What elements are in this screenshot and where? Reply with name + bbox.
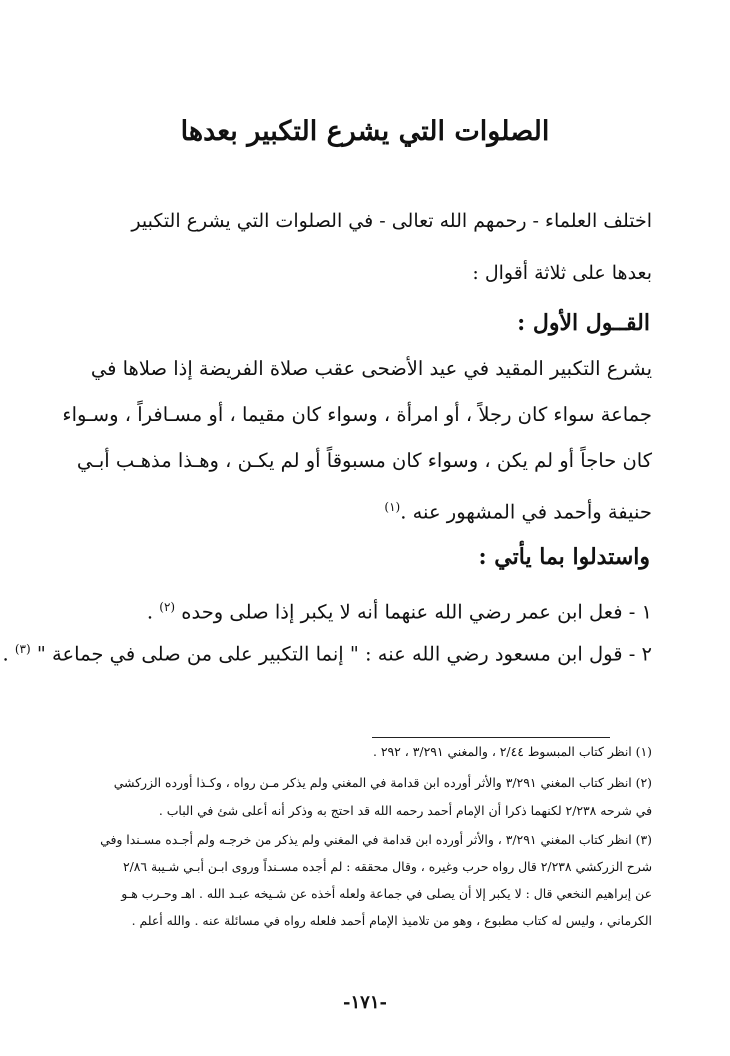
intro-line-1: اختلف العلماء - رحمهم الله تعالى - في الصلوات التي يشرع التكبير [131,210,652,232]
footnote-divider [372,737,610,738]
evidence-item-end: . [2,642,15,666]
page-number: -١٧١- [343,992,387,1013]
intro-line-2: بعدها على ثلاثة أقوال : [472,262,652,284]
first-opinion-heading: القــول الأول : [517,310,650,336]
footnotes [72,742,652,962]
evidence-heading: واستدلوا بما يأتي : [478,544,650,570]
paragraph-line: كان حاجاً أو لم يكن ، وسواء كان مسبوقاً أو لم يكـن ، وهـذا مذهـب أبـي [76,449,652,472]
footnote-line: (١) انظر كتاب المبسوط ٢/٤٤ ، والمغني ٣/٢٩١ ، ٢٩٢ . [372,744,652,759]
evidence-item-text: ٢ - قول ابن مسعود رضي الله عنه : " إنما التكبير على من صلى في جماعة " [36,642,652,666]
page-title: الصلوات التي يشرع التكبير بعدها [180,116,550,147]
evidence-item [147,590,652,630]
footnote-ref-3: (٣) [14,642,31,656]
footnote-line: (٢) انظر كتاب المغني ٣/٢٩١ والأثر أورده ابن قدامة في المغني ولم يذكر مـن رواه ، وكـذا أورده الزركشي [113,775,652,790]
evidence-item [2,632,652,672]
footnote-line: شرح الزركشي ٢/٢٣٨ قال رواه حرب وغيره ، وقال محققه : لم أجده مسـنداً وروى ابـن أبـي شـيبة ٢/٨٦ [122,859,652,874]
evidence-list [2,590,652,680]
footnote-line: عن إبراهيم النخعي قال : لا يكبر إلا أن يصلى في جماعة ولعله أخذه عن شـيخه عبـد الله . اهـ وحـرب هـو [121,886,652,901]
evidence-item-end: . [146,600,160,624]
paragraph-line: جماعة سواء كان رجلاً ، أو امرأة ، وسواء كان مقيما ، أو مسـافراً ، وسـواء [62,403,652,426]
paragraph-line-text: حنيفة وأحمد في المشهور عنه . [400,500,652,524]
footnote-line: (٣) انظر كتاب المغني ٣/٢٩١ ، والأثر أورده ابن قدامة في المغني ولم يذكر من خرجـه ولم أجـده مسـندا وفي [100,832,652,847]
footnote-ref-1: (١) [384,500,401,514]
evidence-item-text: ١ - فعل ابن عمر رضي الله عنهما أنه لا يكبر إذا صلى وحده [181,600,652,624]
first-opinion-paragraph [62,352,652,532]
footnote-line: في شرحه ٢/٢٣٨ لكنهما ذكرا أن الإمام أحمد رحمه الله قد احتج به وذكر أنه أعلى شئ في الباب . [158,803,652,818]
footnote-ref-2: (٢) [159,600,176,614]
footnote-line: الكرماني ، وليس له كتاب مطبوع ، وهو من تلاميذ الإمام أحمد فلعله رواه في مسائلة عنه . والله أعلم . [131,913,652,928]
paragraph-line: يشرع التكبير المقيد في عيد الأضحى عقب صلاة الفريضة إذا صلاها في [90,357,652,380]
paragraph-line [384,490,652,530]
